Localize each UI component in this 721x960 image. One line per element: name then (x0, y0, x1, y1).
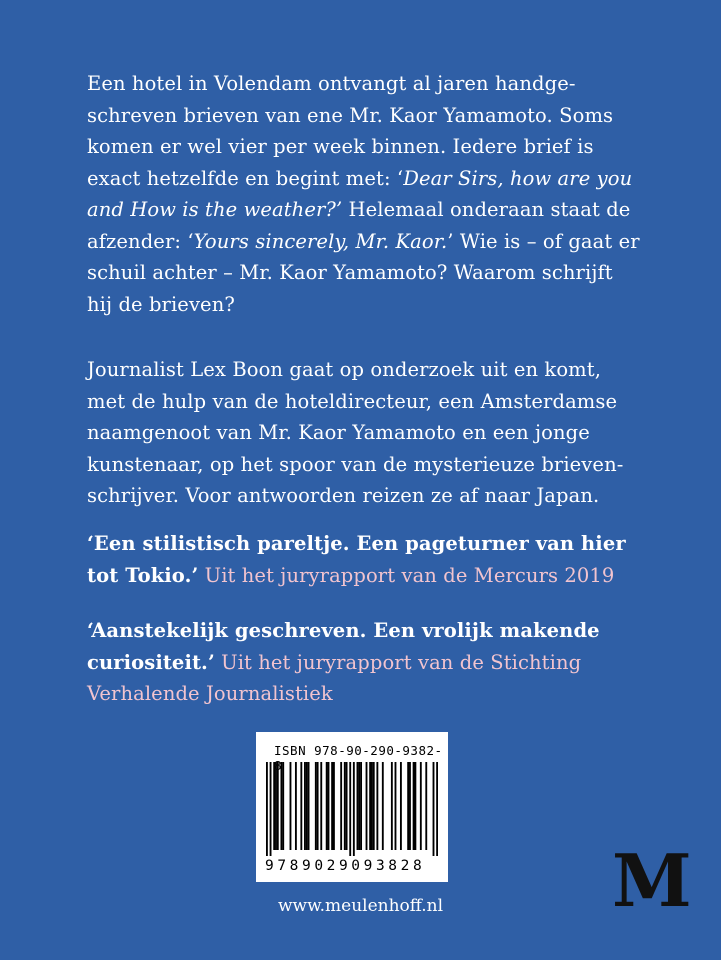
barcode-bar (295, 762, 297, 850)
quote2-line1: ‘Aanstekelijk geschreven. Een vrolijk makende (87, 619, 600, 642)
meulenhoff-logo: M (612, 838, 692, 923)
barcode-bar (400, 762, 402, 850)
barcode-bar (277, 762, 279, 850)
blurb2-line: schrijver. Voor antwoorden reizen ze af naar Japan. (87, 484, 600, 507)
blurb1-run: schuil achter – Mr. Kaor Yamamoto? Waarom schrijft (87, 261, 613, 284)
quote2-attribution: Uit het juryrapport van de Stichting (221, 650, 582, 674)
barcode-bar (320, 762, 322, 850)
barcode-bar (425, 762, 427, 850)
barcode-bar (300, 762, 302, 850)
blurb1-line (87, 194, 647, 226)
barcode-bar (395, 762, 397, 850)
isbn-label: ISBN 978-90-290-9382- (274, 743, 443, 758)
barcode-bar (357, 762, 359, 850)
barcode-bar (407, 762, 409, 850)
barcode-bar (409, 762, 411, 850)
barcode-bar (353, 762, 355, 856)
quote2-line2 (87, 647, 647, 679)
barcode-bar (282, 762, 284, 850)
barcode-bar (333, 762, 335, 850)
barcode-bar (280, 762, 282, 850)
blurb2-line: Journalist Lex Boon gaat op onderzoek uit en komt, (87, 358, 601, 381)
barcode-bar (371, 762, 373, 850)
blurb1-run: ’ Wie is – of gaat er (447, 229, 640, 253)
barcode-bar (360, 762, 362, 850)
blurb1-run: Een hotel in Volendam ontvangt al jaren handge- (87, 72, 576, 95)
blurb1-line (87, 163, 647, 195)
barcode-bar (308, 762, 310, 850)
barcode-bar (358, 762, 360, 850)
blurb1-line (87, 289, 647, 321)
barcode-bar (382, 762, 384, 850)
blurb1-run: schreven brieven van ene Mr. Kaor Yamamoto. Soms (87, 103, 614, 127)
barcode-bar (315, 762, 317, 850)
barcode-bar (349, 762, 351, 856)
blurb1-italic-run: and How is the weather?’ (87, 198, 343, 221)
blurb1-italic-run: Yours sincerely, Mr. Kaor. (193, 229, 448, 253)
blurb1-run: Helemaal onderaan staat de (342, 198, 631, 221)
blurb2-line: met de hulp van de hoteldirecteur, een Amsterdamse (87, 389, 618, 413)
barcode-bar (391, 762, 393, 850)
barcode-bar (340, 762, 342, 850)
quote1-text-end: tot Tokio.’ (87, 563, 199, 587)
barcode-bar (270, 762, 272, 856)
quote1-attribution: Uit het juryrapport van de Mercurs 2019 (204, 563, 615, 587)
barcode-bar (433, 762, 435, 856)
blurb1-italic-run: Dear Sirs, how are you (403, 166, 633, 190)
barcode-bar (331, 762, 333, 850)
quote1-line2 (87, 560, 647, 592)
blurb1-run: afzender: ‘ (87, 229, 194, 253)
blurb1-run: exact hetzelfde en begint met: ‘ (87, 166, 404, 190)
blurb1-line (87, 100, 647, 132)
blurb1-line (87, 226, 647, 258)
barcode-bar (420, 762, 422, 850)
barcode-bar (366, 762, 368, 850)
review-quote-2 (87, 615, 647, 710)
barcode-bar (306, 762, 308, 850)
review-quote-1 (87, 528, 647, 591)
barcode-bar (436, 762, 438, 856)
blurb1-run: hij de brieven? (87, 292, 235, 316)
blurb2-line: naamgenoot van Mr. Kaor Yamamoto en een jonge (87, 421, 590, 444)
barcode-bar (328, 762, 330, 850)
barcode-bar (317, 762, 319, 850)
barcode-bar (413, 762, 415, 850)
blurb2-line: kunstenaar, op het spoor van de mysterieuze brieven- (87, 452, 624, 476)
barcode-bar (373, 762, 375, 850)
barcode-bar (376, 762, 378, 850)
barcode-bar (414, 762, 416, 850)
barcode-bars (266, 762, 438, 856)
barcode-bar (344, 762, 346, 850)
blurb1-line (87, 131, 647, 163)
isbn-barcode (256, 732, 448, 882)
quote2-text-end: curiositeit.’ (87, 650, 215, 674)
barcode-bar (290, 762, 292, 850)
barcode-bar (369, 762, 371, 850)
blurb-paragraph-1 (87, 68, 647, 320)
barcode-bar (304, 762, 306, 850)
quote2-attribution-cont: Verhalende Journalistiek (87, 682, 333, 705)
ean-digits: 9789029093828 (265, 858, 426, 874)
barcode-bar (275, 762, 277, 850)
blurb1-line (87, 257, 647, 289)
publisher-website: www.meulenhoff.nl (277, 896, 444, 916)
blurb-paragraph-2 (87, 354, 647, 512)
blurb1-run: komen er wel vier per week binnen. Iedere brief is (87, 135, 594, 158)
barcode-bar (266, 762, 268, 856)
quote1-line1: ‘Een stilistisch pareltje. Een pageturner van hier (87, 532, 626, 555)
barcode-bar (346, 762, 348, 850)
barcode-bar (326, 762, 328, 850)
barcode-bar (273, 762, 275, 850)
blurb1-line (87, 68, 647, 100)
